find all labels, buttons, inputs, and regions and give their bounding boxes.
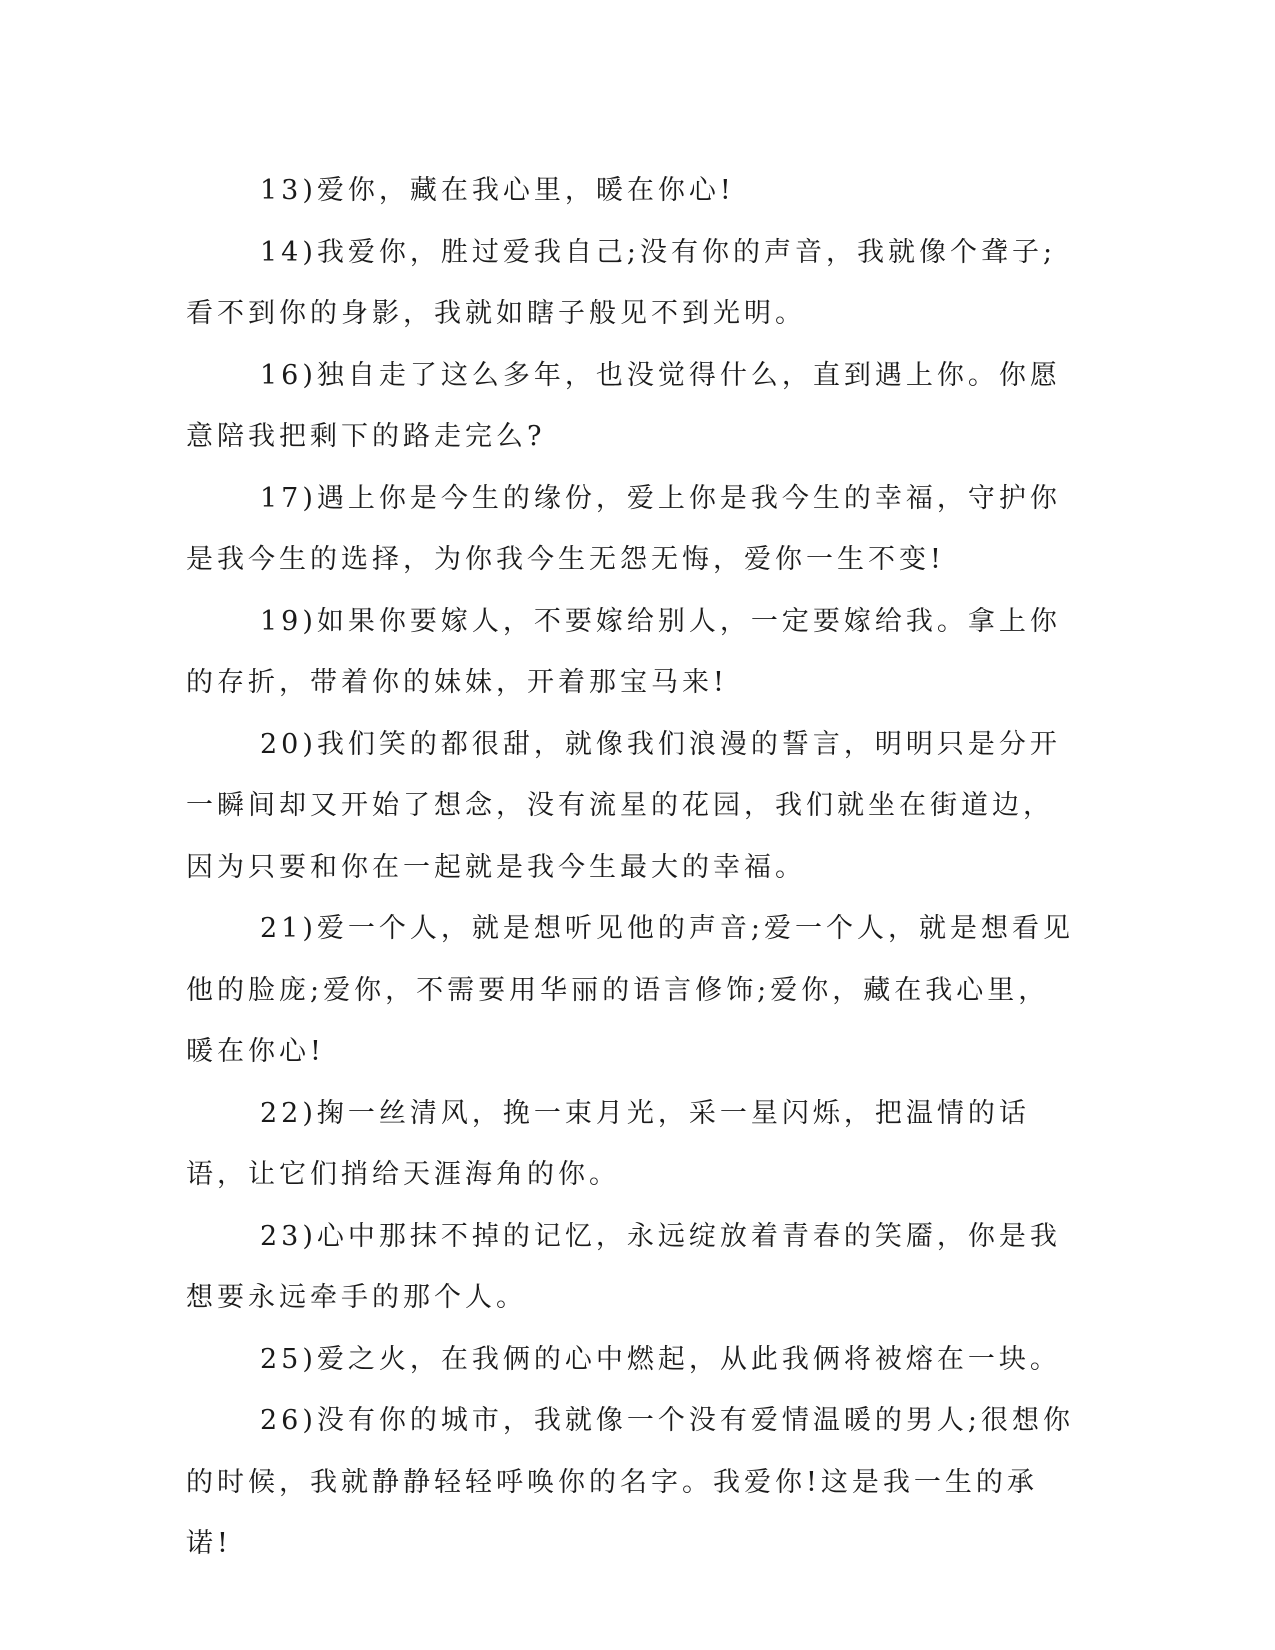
paragraph-14: 14)我爱你，胜过爱我自己;没有你的声音，我就像个聋子;看不到你的身影，我就如瞎子般见不到光明。 (186, 236, 1057, 329)
paragraph-16: 16)独自走了这么多年，也没觉得什么，直到遇上你。你愿意陪我把剩下的路走完么? (186, 359, 1061, 452)
document-body (186, 160, 1074, 1575)
paragraph-26: 26)没有你的城市，我就像一个没有爱情温暖的男人;很想你的时候，我就静静轻轻呼唤你的名字。我爱你!这是我一生的承诺! (186, 1405, 1074, 1559)
paragraph-25: 25)爱之火，在我俩的心中燃起，从此我俩将被熔在一块。 (260, 1343, 1061, 1375)
paragraph-22: 22)掬一丝清风，挽一束月光，采一星闪烁，把温情的话语，让它们捎给天涯海角的你。 (186, 1097, 1030, 1190)
paragraph-20: 20)我们笑的都很甜，就像我们浪漫的誓言，明明只是分开一瞬间却又开始了想念，没有流星的花园，我们就坐在街道边，因为只要和你在一起就是我今生最大的幸福。 (186, 728, 1061, 883)
paragraph-19: 19)如果你要嫁人，不要嫁给别人，一定要嫁给我。拿上你的存折，带着你的妹妹，开着那宝马来! (186, 605, 1061, 698)
paragraph-23: 23)心中那抹不掉的记忆，永远绽放着青春的笑靥，你是我想要永远牵手的那个人。 (186, 1220, 1061, 1313)
paragraph-17: 17)遇上你是今生的缘份，爱上你是我今生的幸福，守护你是我今生的选择，为你我今生无怨无悔，爱你一生不变! (186, 482, 1061, 575)
paragraph-13: 13)爱你，藏在我心里，暖在你心! (260, 175, 735, 206)
paragraph-21: 21)爱一个人，就是想听见他的声音;爱一个人，就是想看见他的脸庞;爱你，不需要用华丽的语言修饰;爱你，藏在我心里，暖在你心! (186, 913, 1074, 1067)
